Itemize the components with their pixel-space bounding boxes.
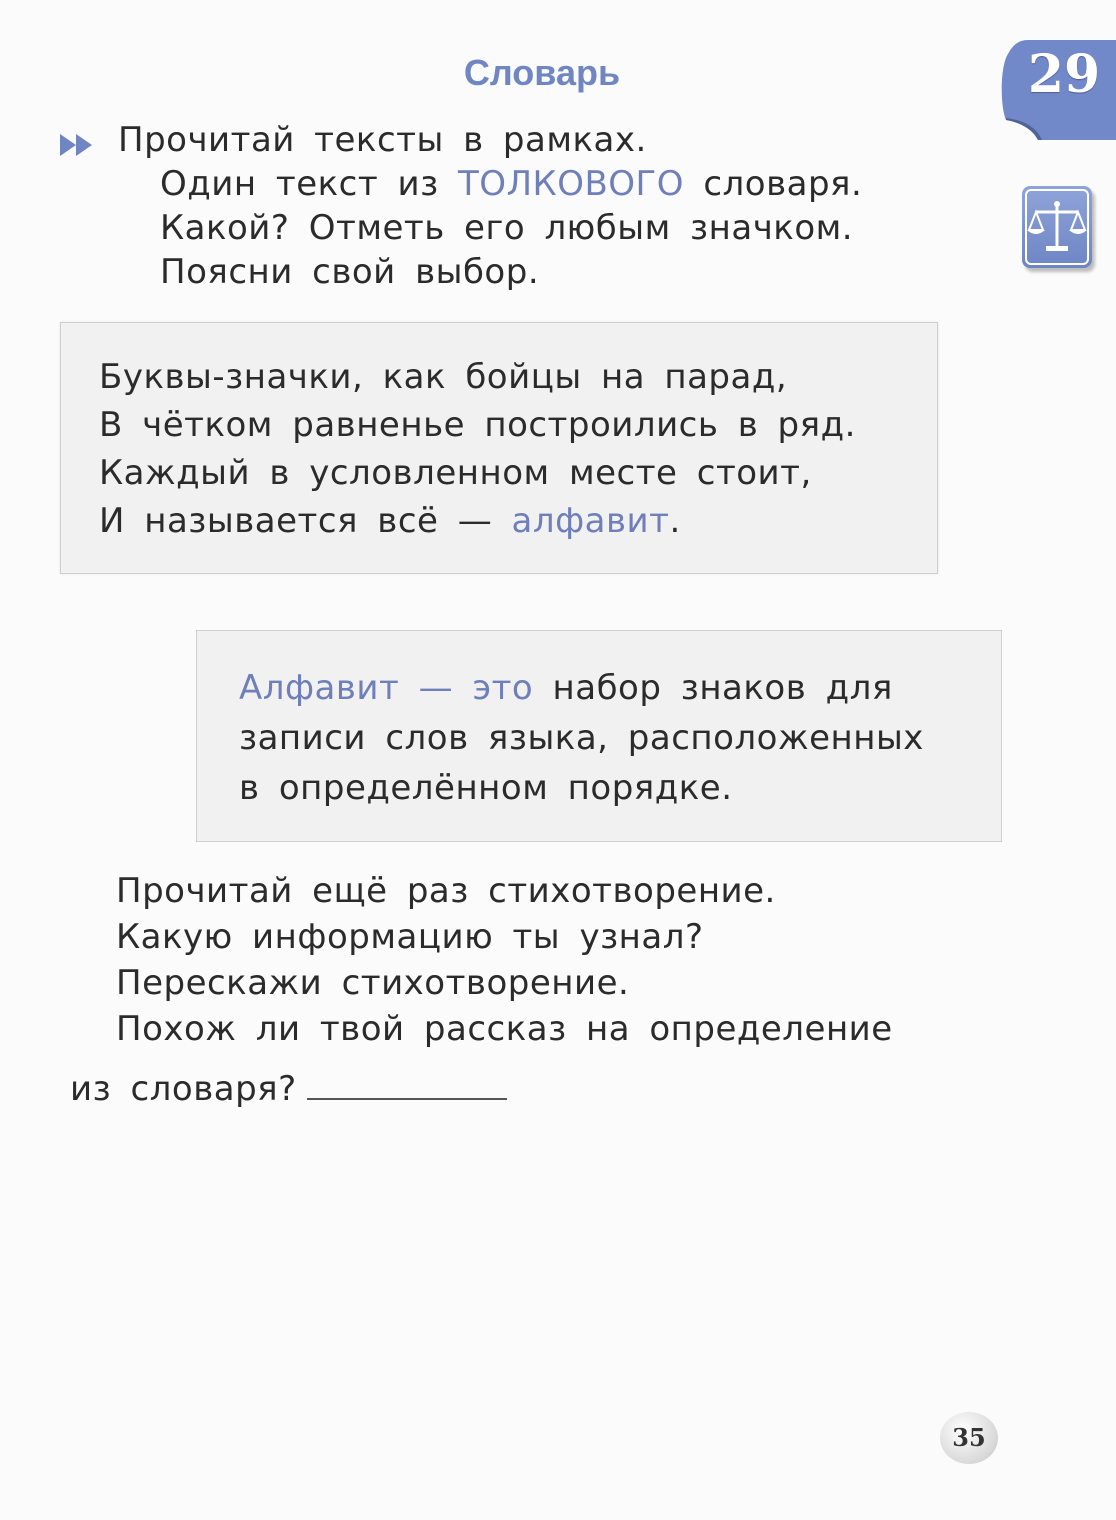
question-line-3: Перескажи стихотворение. (116, 963, 630, 1003)
task-line-3: Какой? Отметь его любым значком. (160, 208, 854, 248)
poem-box (60, 322, 938, 574)
page-number: 35 (940, 1412, 998, 1464)
highlight-word: ТОЛКОВОГО (457, 164, 685, 204)
lesson-number: 29 (1027, 44, 1101, 105)
answer-blank[interactable] (307, 1097, 507, 1100)
scales-icon (1022, 186, 1092, 268)
question-line-2: Какую информацию ты узнал? (116, 917, 704, 957)
question-line-4: Похож ли твой рассказ на определение (116, 1009, 893, 1049)
definition-line-3: в определённом порядке. (239, 768, 733, 808)
task-line-4: Поясни свой выбор. (160, 252, 540, 292)
question-line-1: Прочитай ещё раз стихотворение. (116, 871, 776, 911)
poem-line-3: Каждый в условленном месте стоит, (99, 453, 812, 493)
definition-box (196, 630, 1002, 842)
definition-term: Алфавит — это (239, 668, 534, 708)
task-line-2: Один текст из ТОЛКОВОГО словаря. (160, 164, 863, 204)
definition-line-1: Алфавит — это набор знаков для (239, 668, 893, 708)
poem-line-2: В чётком равненье построились в ряд. (99, 405, 856, 445)
task-line-1: Прочитай тексты в рамках. (118, 120, 647, 160)
definition-line-2: записи слов языка, расположенных (239, 718, 924, 758)
poem-line-1: Буквы-значки, как бойцы на парад, (99, 357, 788, 397)
lesson-badge (998, 36, 1116, 140)
poem-line-4: И называется всё — алфавит. (99, 501, 681, 541)
highlight-word: алфавит (511, 501, 670, 541)
double-arrow-icon (60, 132, 96, 158)
question-line-5: из словаря? (70, 1066, 893, 1112)
task-instructions (60, 118, 862, 294)
page-title: Словарь (463, 52, 621, 93)
follow-up-questions (70, 868, 893, 1112)
